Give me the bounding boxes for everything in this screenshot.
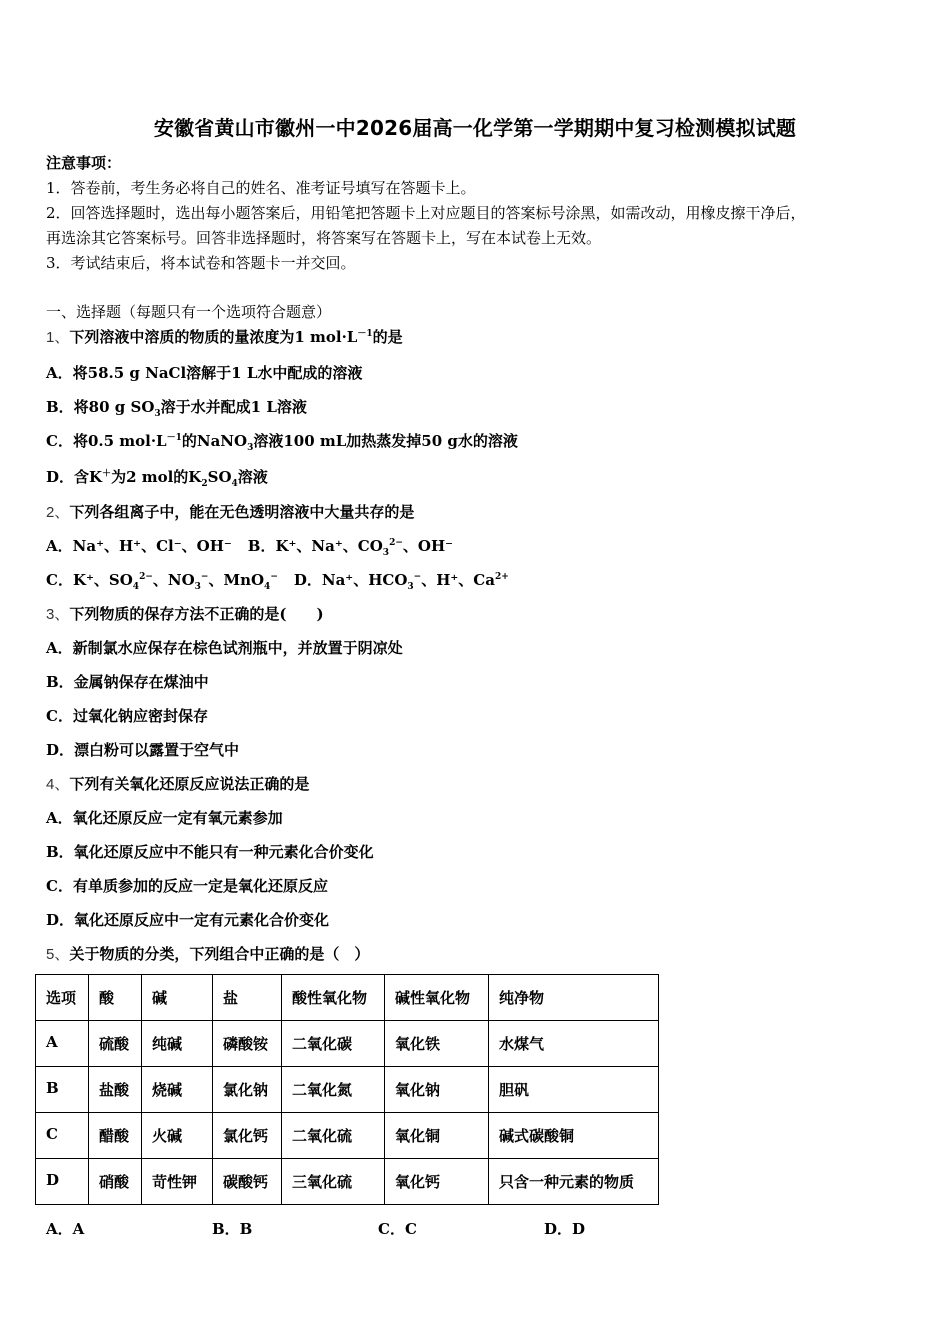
q1-stem-sup: －1: [357, 329, 373, 339]
question-4-option-c: C．有单质参加的反应一定是氧化还原反应: [46, 877, 328, 895]
table-row: [36, 1113, 659, 1159]
q2-d-sup: −: [413, 572, 422, 582]
table-cell: 碱式碳酸铜: [489, 1113, 659, 1159]
q2-c-sub2: 3: [194, 582, 201, 592]
table-cell: 硝酸: [89, 1159, 142, 1205]
question-1-option-c: [46, 432, 518, 453]
question-5-option-a: A．A: [46, 1220, 85, 1238]
q2-b-sup: 2−: [389, 538, 403, 548]
question-4-option-a: A．氧化还原反应一定有氧元素参加: [46, 809, 283, 827]
table-row: [36, 1021, 659, 1067]
question-5-option-d: D．D: [544, 1220, 586, 1238]
table-row: [36, 1067, 659, 1113]
table-cell: 氧化钙: [385, 1159, 489, 1205]
table-cell: 纯碱: [142, 1021, 213, 1067]
question-4-number: 4、: [46, 776, 70, 793]
table-cell: 二氧化硫: [282, 1113, 385, 1159]
q1-b-end: 溶于水并配成1 L溶液: [160, 398, 307, 416]
q1-d-mid: 为2 mol的K: [111, 468, 202, 486]
notice-item-1: 1．答卷前，考生务必将自己的姓名、准考证号填写在答题卡上。: [46, 179, 476, 197]
table-cell: 硫酸: [89, 1021, 142, 1067]
question-1-stem: [46, 328, 403, 347]
q2-c-mid: 、NO: [152, 571, 195, 589]
exam-title: 安徽省黄山市徽州一中2026届高一化学第一学期期中复习检测模拟试题: [153, 116, 797, 140]
question-3-stem: [46, 605, 324, 624]
q2-b-text: B．K⁺、Na⁺、CO: [247, 537, 383, 555]
q1-c-sub: 3: [247, 443, 254, 453]
question-3-option-a: A．新制氯水应保存在棕色试剂瓶中，并放置于阴凉处: [46, 639, 403, 657]
table-cell: 醋酸: [89, 1113, 142, 1159]
question-1-option-d: [46, 468, 268, 489]
table-cell: 烧碱: [142, 1067, 213, 1113]
table-cell: 碳酸钙: [213, 1159, 282, 1205]
q3-stem-text: 下列物质的保存方法不正确的是( ): [69, 605, 324, 623]
q4-stem-text: 下列有关氧化还原反应说法正确的是: [69, 775, 310, 793]
q1-c-sup: －1: [166, 433, 182, 443]
table-cell: 氯化钠: [213, 1067, 282, 1113]
q1-d-sub1: 2: [201, 479, 208, 489]
q1-c-mid: 的NaNO: [181, 432, 248, 450]
question-1-option-b: [46, 398, 307, 419]
q1-d-end: 溶液: [237, 468, 268, 486]
q2-c-sub3: 4: [264, 582, 271, 592]
question-3-option-b: B．金属钠保存在煤油中: [46, 673, 209, 691]
q2-c-sub1: 4: [132, 582, 140, 592]
q2-c-sup2: −: [200, 572, 209, 582]
table-cell: 火碱: [142, 1113, 213, 1159]
table-header-cell: 酸: [89, 975, 142, 1021]
question-2-stem: [46, 503, 414, 522]
question-2-option-c: [46, 571, 278, 592]
question-3-option-d: D．漂白粉可以露置于空气中: [46, 741, 240, 759]
question-5-option-b: B．B: [212, 1220, 253, 1238]
table-cell: B: [36, 1067, 89, 1113]
question-3-number: 3、: [46, 606, 70, 623]
q2-d-mid: 、H⁺、Ca: [421, 571, 495, 589]
q2-c-sup3: −: [270, 572, 278, 582]
table-cell: 水煤气: [489, 1021, 659, 1067]
question-1-number: 1、: [46, 329, 70, 346]
table-cell: 只含一种元素的物质: [489, 1159, 659, 1205]
table-header-cell: 碱: [142, 975, 213, 1021]
q2-c-mid2: 、MnO: [208, 571, 265, 589]
table-cell: 磷酸铵: [213, 1021, 282, 1067]
q1-d-mid2: SO: [207, 468, 232, 486]
q1-stem-end: 的是: [372, 328, 403, 346]
question-2-options-cd: [46, 571, 509, 592]
q2-d-sup2: 2+: [494, 572, 509, 582]
q2-b-end: 、OH⁻: [402, 537, 454, 555]
classification-table: [35, 974, 659, 1205]
q1-d-sub2: 4: [231, 479, 238, 489]
question-5-stem: [46, 945, 369, 964]
q5-stem-text: 关于物质的分类，下列组合中正确的是（ ）: [69, 945, 370, 963]
notice-heading: 注意事项：: [46, 154, 122, 172]
table-header-cell: 酸性氧化物: [282, 975, 385, 1021]
table-row: [36, 1159, 659, 1205]
notice-item-3: 3．考试结束后，将本试卷和答题卡一并交回。: [46, 254, 356, 272]
q1-c-end: 溶液100 mL加热蒸发掉50 g水的溶液: [253, 432, 518, 450]
q2-stem-text: 下列各组离子中，能在无色透明溶液中大量共存的是: [69, 503, 415, 521]
q2-d-text: D．Na⁺、HCO: [293, 571, 408, 589]
table-header-cell: 选项: [36, 975, 89, 1021]
table-cell: 三氧化硫: [282, 1159, 385, 1205]
question-2-option-d: [293, 571, 509, 592]
question-4-stem: [46, 775, 309, 794]
notice-item-2-cont: 再选涂其它答案标号。回答非选择题时，将答案写在答题卡上，写在本试卷上无效。: [46, 229, 602, 247]
question-2-options-ab: [46, 537, 454, 558]
table-header-row: [36, 975, 659, 1021]
q2-b-sub: 3: [382, 548, 390, 558]
q1-c-text: C．将0.5 mol·L: [46, 432, 167, 450]
table-cell: A: [36, 1021, 89, 1067]
table-cell: 盐酸: [89, 1067, 142, 1113]
table-cell: 苛性钾: [142, 1159, 213, 1205]
notice-item-2: 2．回答选择题时，选出每小题答案后，用铅笔把答题卡上对应题目的答案标号涂黑，如需改动，用橡皮擦干净后，: [46, 204, 806, 222]
table-header-cell: 纯净物: [489, 975, 659, 1021]
table-header-cell: 盐: [213, 975, 282, 1021]
q1-d-sup: ＋: [102, 469, 112, 479]
q1-stem-text: 下列溶液中溶质的物质的量浓度为1 mol·L: [69, 328, 358, 346]
table-cell: 氧化铜: [385, 1113, 489, 1159]
table-header-cell: 碱性氧化物: [385, 975, 489, 1021]
table-cell: C: [36, 1113, 89, 1159]
table-cell: D: [36, 1159, 89, 1205]
question-4-option-b: B．氧化还原反应中不能只有一种元素化合价变化: [46, 843, 374, 861]
q1-b-text: B．将80 g SO: [46, 398, 155, 416]
q1-b-sub: 3: [154, 409, 161, 419]
question-5-option-c: C．C: [378, 1220, 417, 1238]
q2-c-text: C．K⁺、SO: [46, 571, 133, 589]
question-1-option-a: A．将58.5 g NaCl溶解于1 L水中配成的溶液: [46, 364, 363, 382]
q2-c-sup1: 2−: [139, 572, 153, 582]
question-2-option-a: A．Na⁺、H⁺、Cl⁻、OH⁻: [46, 537, 232, 555]
q2-d-sub: 3: [407, 582, 414, 592]
q1-d-text: D．含K: [46, 468, 103, 486]
table-cell: 氧化铁: [385, 1021, 489, 1067]
section-heading: 一、选择题（每题只有一个选项符合题意）: [46, 303, 332, 321]
question-2-number: 2、: [46, 504, 70, 521]
table-cell: 二氧化氮: [282, 1067, 385, 1113]
table-cell: 氯化钙: [213, 1113, 282, 1159]
question-5-number: 5、: [46, 946, 70, 963]
table-cell: 氧化钠: [385, 1067, 489, 1113]
question-4-option-d: D．氧化还原反应中一定有元素化合价变化: [46, 911, 330, 929]
table-cell: 二氧化碳: [282, 1021, 385, 1067]
table-cell: 胆矾: [489, 1067, 659, 1113]
question-3-option-c: C．过氧化钠应密封保存: [46, 707, 208, 725]
question-2-option-b: [247, 537, 454, 558]
